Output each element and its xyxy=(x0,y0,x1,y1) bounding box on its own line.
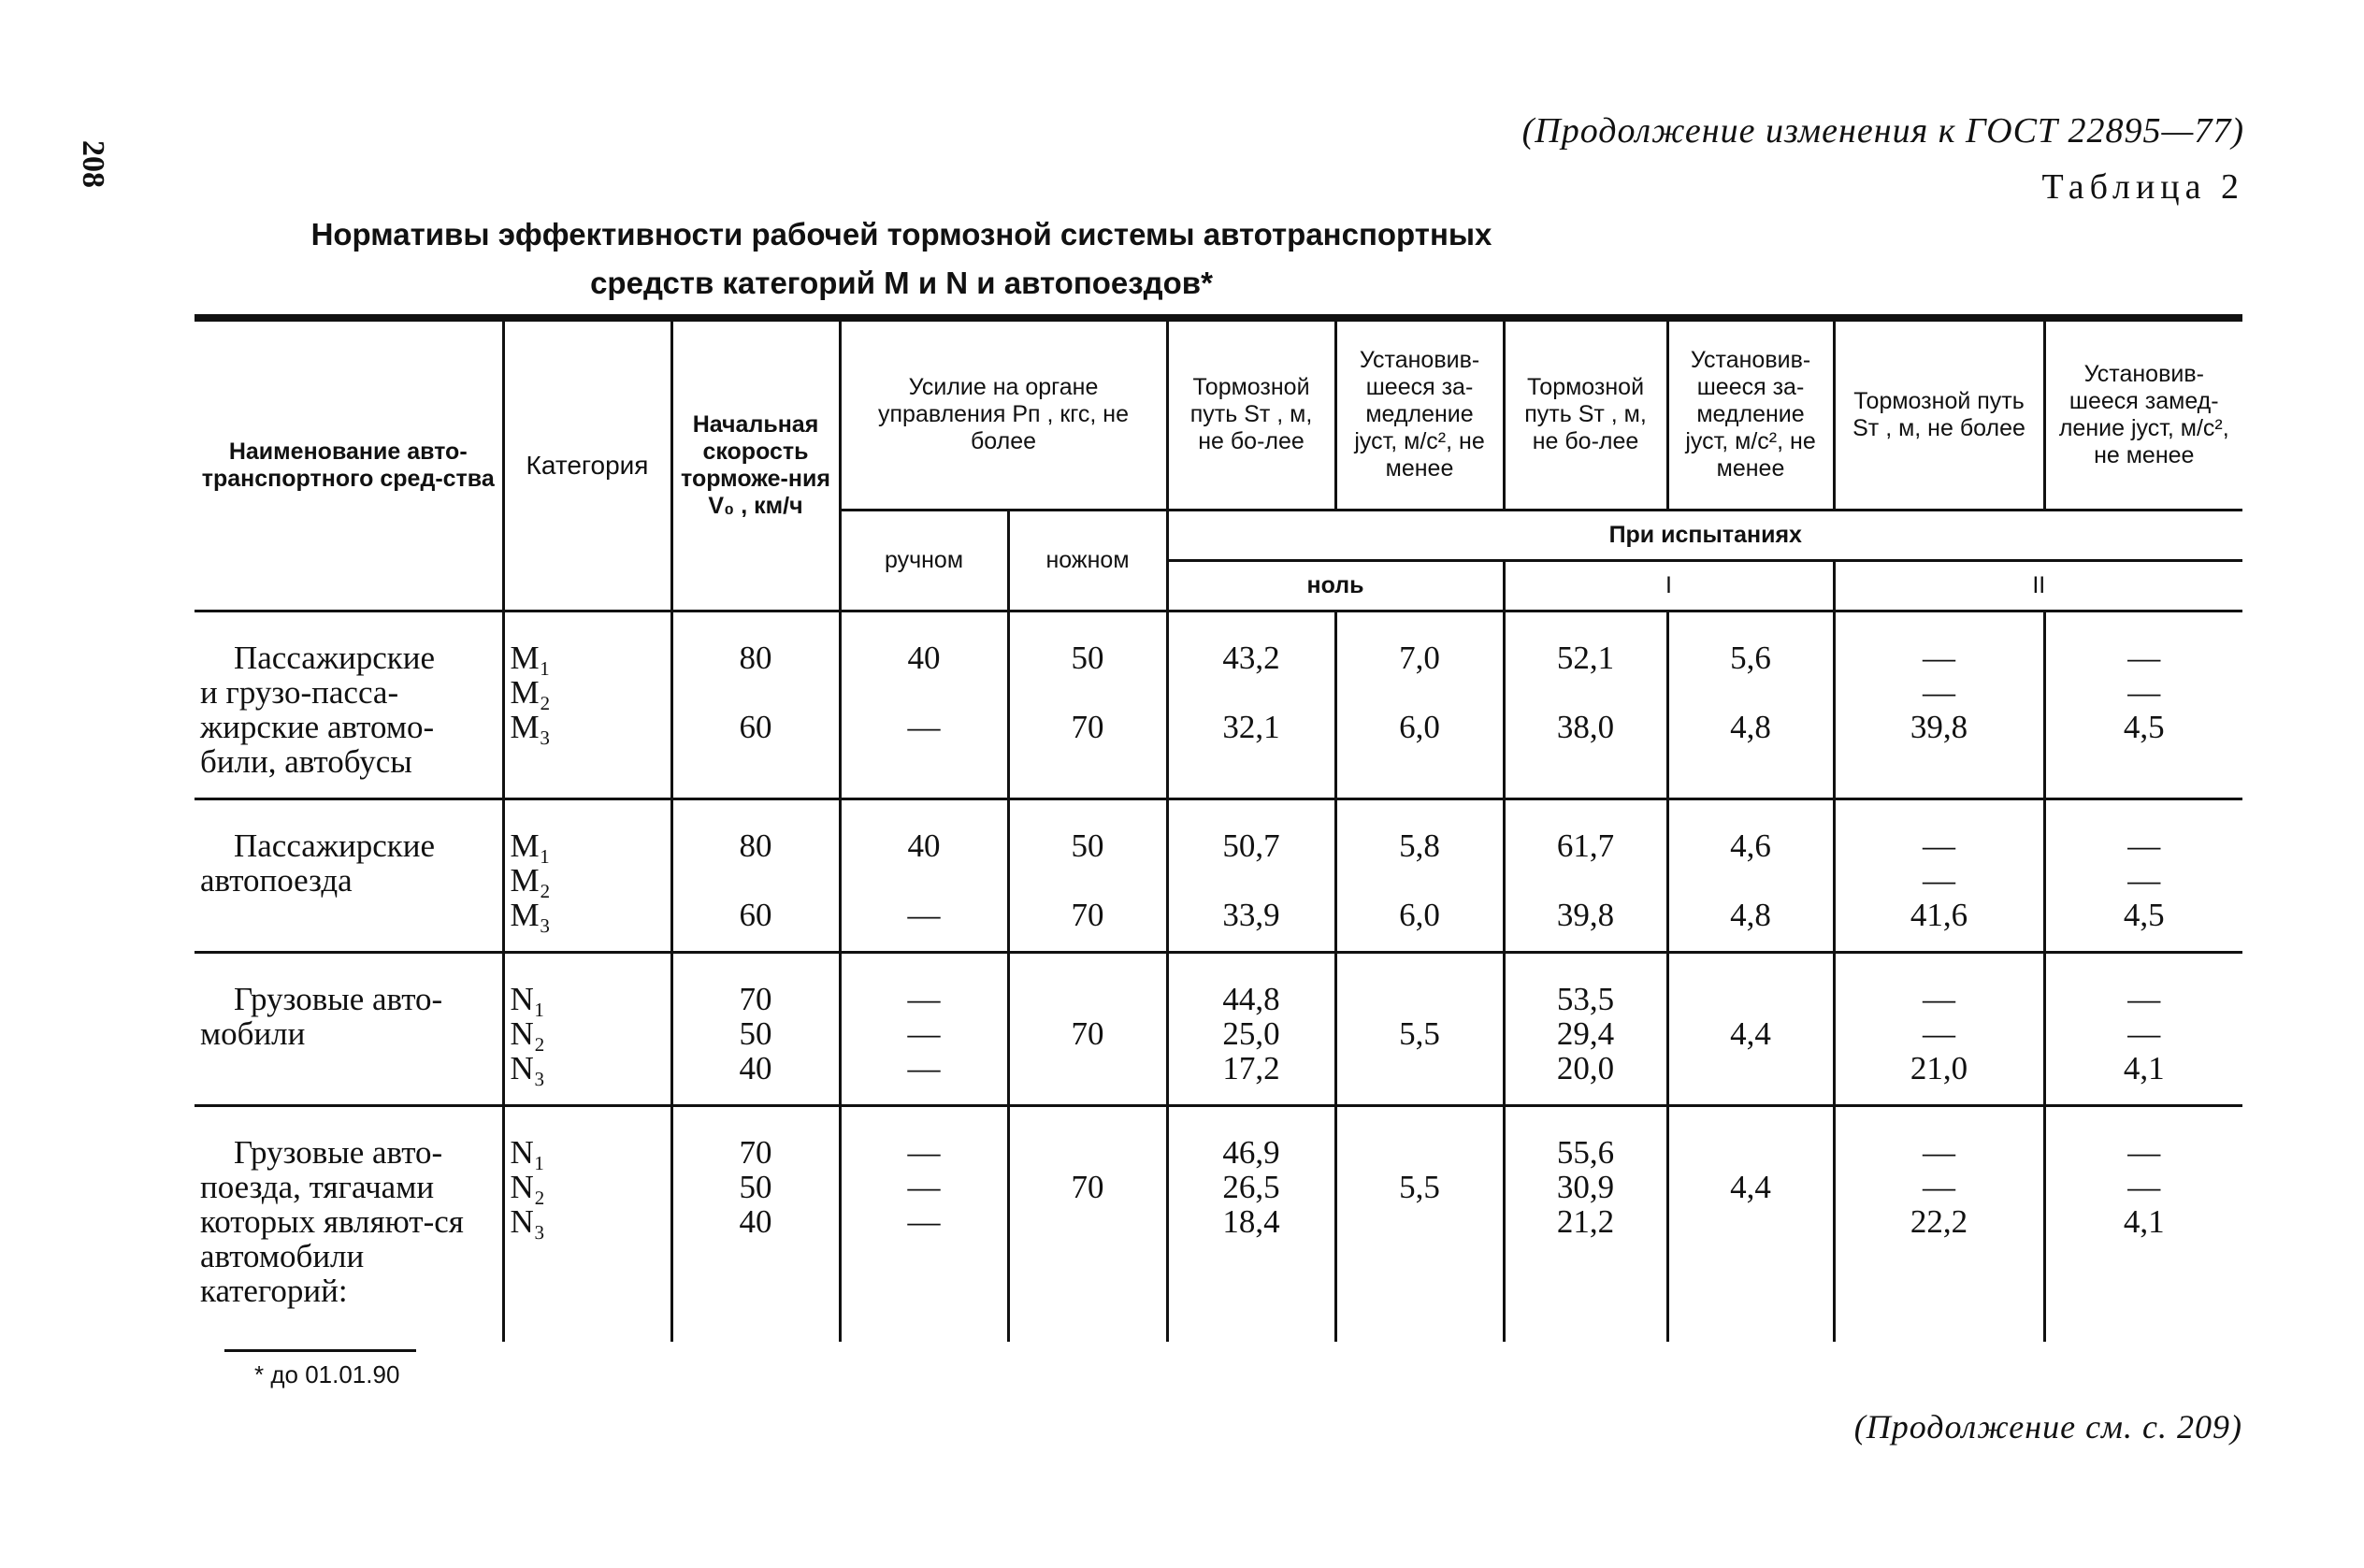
cell-dist-two xyxy=(1834,1105,2044,1342)
cell-value: 40 xyxy=(739,1049,772,1086)
cell-speed xyxy=(671,798,840,952)
cell-value: — xyxy=(907,896,941,933)
cell-value: — xyxy=(1923,980,1956,1017)
cell-value: 39,8 xyxy=(1910,708,1968,745)
cell-value: — xyxy=(907,1168,941,1205)
cell-value: 25,0 xyxy=(1222,1014,1280,1052)
row-name-first: Грузовые авто- xyxy=(234,1133,443,1171)
cell-value: 32,1 xyxy=(1222,708,1280,745)
cell-dist-one xyxy=(1504,952,1667,1105)
cell-value: — xyxy=(907,1049,941,1086)
cell-decel-zero xyxy=(1335,611,1504,798)
cell-value: 5,6 xyxy=(1730,639,1771,676)
cell-value: 4,8 xyxy=(1730,708,1771,745)
cell-value xyxy=(1343,1204,1497,1239)
cell-value: 4,1 xyxy=(2123,1049,2165,1086)
cell-decel-two xyxy=(2044,1105,2242,1342)
cell-value: 55,6 xyxy=(1556,1133,1615,1171)
cell-force-manual xyxy=(840,952,1008,1105)
cell-value xyxy=(1175,863,1329,898)
category-value: N₂ xyxy=(510,1014,545,1052)
cell-value xyxy=(1016,982,1160,1016)
row-name-rest: поезда, тягачами которых являют-ся автомобили категорий: xyxy=(200,1168,464,1309)
table-title: Нормативы эффективности рабочей тормозной системы автотранспортных средств категорий M и N и автопоездов* xyxy=(310,217,1492,300)
cell-value: 50 xyxy=(739,1014,772,1052)
cell-value: 50 xyxy=(739,1168,772,1205)
row-name-first: Пассажирские xyxy=(234,827,436,864)
cell-value: — xyxy=(2127,827,2161,864)
cell-dist-zero xyxy=(1167,952,1335,1105)
cell-value: 40 xyxy=(907,639,941,676)
cell-value xyxy=(1675,1204,1827,1239)
row-name-first: Пассажирские xyxy=(234,639,436,676)
col-header-dist-zero: Тормозной путь Sт , м, не бо-лее xyxy=(1167,318,1335,510)
cell-value: — xyxy=(2127,1168,2161,1205)
cell-value xyxy=(1675,863,1827,898)
cell-value: 7,0 xyxy=(1399,639,1440,676)
cell-value: 20,0 xyxy=(1556,1049,1615,1086)
cell-value: 4,8 xyxy=(1730,896,1771,933)
cell-decel-two xyxy=(2044,952,2242,1105)
col-header-dist-two: Тормозной путь Sт , м, не более xyxy=(1834,318,2044,510)
cell-value xyxy=(1511,675,1661,710)
cell-force-foot xyxy=(1008,1105,1167,1342)
category-value: M₃ xyxy=(510,896,551,933)
cell-dist-one xyxy=(1504,611,1667,798)
row-name-rest: мобили xyxy=(200,1014,306,1052)
cell-value: 44,8 xyxy=(1222,980,1280,1017)
cell-value: — xyxy=(2127,1014,2161,1052)
cell-force-manual xyxy=(840,1105,1008,1342)
cell-force-foot xyxy=(1008,611,1167,798)
cell-value: — xyxy=(907,708,941,745)
cell-value xyxy=(1343,675,1497,710)
col-header-speed: Начальная скорость торможе-ния V₀ , км/ч xyxy=(671,318,840,611)
footnote: * до 01.01.90 xyxy=(254,1360,400,1388)
cell-value: 43,2 xyxy=(1222,639,1280,676)
cell-value: — xyxy=(1923,673,1956,711)
cell-dist-zero xyxy=(1167,798,1335,952)
cell-value: 18,4 xyxy=(1222,1202,1280,1240)
cell-value: 40 xyxy=(907,827,941,864)
cell-value xyxy=(1016,1051,1160,1086)
cell-decel-zero xyxy=(1335,798,1504,952)
cell-value: 29,4 xyxy=(1556,1014,1615,1052)
cell-value: 22,2 xyxy=(1910,1202,1968,1240)
col-header-force-foot: ножном xyxy=(1008,510,1167,611)
row-name-rest: автопоезда xyxy=(200,861,353,899)
cell-dist-zero xyxy=(1167,1105,1335,1342)
cell-value xyxy=(847,675,1002,710)
footnote-divider xyxy=(224,1349,416,1352)
cell-decel-two xyxy=(2044,798,2242,952)
cell-decel-zero xyxy=(1335,1105,1504,1342)
row-name xyxy=(195,798,503,952)
col-header-test-two: II xyxy=(1834,560,2242,611)
footer-note: (Продолжение см. с. 209) xyxy=(1853,1408,2242,1446)
row-categories xyxy=(503,1105,671,1342)
table-row xyxy=(195,1105,2242,1342)
cell-value: — xyxy=(2127,639,2161,676)
page-number: 208 xyxy=(76,140,110,188)
col-header-force-manual: ручном xyxy=(840,510,1008,611)
cell-value: 61,7 xyxy=(1556,827,1615,864)
cell-value: — xyxy=(1923,1168,1956,1205)
row-categories xyxy=(503,611,671,798)
table-body xyxy=(195,611,2242,1342)
cell-value: 6,0 xyxy=(1399,896,1440,933)
cell-value: — xyxy=(2127,980,2161,1017)
cell-value: 5,5 xyxy=(1399,1014,1440,1052)
row-name-rest: и грузо-пасса-жирские автомо-били, автобусы xyxy=(200,673,435,780)
cell-value: — xyxy=(907,1014,941,1052)
cell-value: — xyxy=(907,1202,941,1240)
category-value: N₂ xyxy=(510,1168,545,1205)
cell-value: 46,9 xyxy=(1222,1133,1280,1171)
row-name-first: Грузовые авто- xyxy=(234,980,443,1017)
cell-value: 6,0 xyxy=(1399,708,1440,745)
cell-value: 21,2 xyxy=(1556,1202,1615,1240)
col-header-decel-one: Установив-шееся за-медление jуст, м/с², не менее xyxy=(1667,318,1834,510)
row-name xyxy=(195,611,503,798)
cell-value xyxy=(679,675,833,710)
cell-value: — xyxy=(1923,1133,1956,1171)
cell-dist-two xyxy=(1834,798,2044,952)
category-value: N₃ xyxy=(510,1049,545,1086)
row-name xyxy=(195,1105,503,1342)
col-header-tests: При испытаниях xyxy=(1167,510,2242,560)
cell-value xyxy=(1675,1051,1827,1086)
cell-value: 17,2 xyxy=(1222,1049,1280,1086)
table-label: Таблица 2 xyxy=(2041,167,2244,207)
row-name xyxy=(195,952,503,1105)
cell-value: — xyxy=(907,980,941,1017)
cell-decel-zero xyxy=(1335,952,1504,1105)
cell-dist-two xyxy=(1834,952,2044,1105)
cell-value: — xyxy=(2127,1133,2161,1171)
cell-value: — xyxy=(1923,1014,1956,1052)
cell-value xyxy=(1343,1051,1497,1086)
cell-value: — xyxy=(2127,673,2161,711)
cell-dist-one xyxy=(1504,798,1667,952)
cell-value xyxy=(1016,863,1160,898)
cell-value: 60 xyxy=(739,896,772,933)
cell-value: 4,5 xyxy=(2123,708,2165,745)
cell-value xyxy=(1675,1135,1827,1170)
col-header-category: Категория xyxy=(503,318,671,611)
cell-decel-one xyxy=(1667,1105,1834,1342)
cell-speed xyxy=(671,611,840,798)
col-header-test-one: I xyxy=(1504,560,1834,611)
cell-speed xyxy=(671,952,840,1105)
cell-value: 70 xyxy=(1071,1014,1104,1052)
cell-force-manual xyxy=(840,798,1008,952)
category-value: M₂ xyxy=(510,673,551,711)
cell-value: 70 xyxy=(1071,896,1104,933)
cell-value xyxy=(1016,675,1160,710)
cell-value xyxy=(1343,863,1497,898)
cell-dist-zero xyxy=(1167,611,1335,798)
cell-value xyxy=(847,863,1002,898)
cell-value: 41,6 xyxy=(1910,896,1968,933)
header-note: (Продолжение изменения к ГОСТ 22895—77) xyxy=(1521,111,2244,151)
cell-value: 26,5 xyxy=(1222,1168,1280,1205)
cell-value xyxy=(1343,1135,1497,1170)
col-header-test-zero: ноль xyxy=(1167,560,1504,611)
norms-table xyxy=(195,314,2242,1342)
cell-decel-one xyxy=(1667,611,1834,798)
cell-value: 50,7 xyxy=(1222,827,1280,864)
category-value: N₃ xyxy=(510,1202,545,1240)
cell-value xyxy=(1511,863,1661,898)
col-header-force: Усилие на органе управления Pп , кгс, не более xyxy=(840,318,1167,510)
cell-value: 80 xyxy=(739,639,772,676)
cell-value: 50 xyxy=(1071,639,1104,676)
cell-value: 4,5 xyxy=(2123,896,2165,933)
cell-value: — xyxy=(907,1133,941,1171)
col-header-decel-zero: Установив-шееся за-медление jуст, м/с², не менее xyxy=(1335,318,1504,510)
cell-value: 70 xyxy=(1071,708,1104,745)
cell-value: 40 xyxy=(739,1202,772,1240)
table-row xyxy=(195,952,2242,1105)
cell-value: 60 xyxy=(739,708,772,745)
row-categories xyxy=(503,952,671,1105)
cell-speed xyxy=(671,1105,840,1342)
cell-value xyxy=(1343,982,1497,1016)
cell-value xyxy=(1675,982,1827,1016)
cell-value xyxy=(1175,675,1329,710)
category-value: M₃ xyxy=(510,708,551,745)
cell-value: 70 xyxy=(739,980,772,1017)
cell-value: 52,1 xyxy=(1556,639,1615,676)
cell-value: 4,4 xyxy=(1730,1014,1771,1052)
cell-dist-two xyxy=(1834,611,2044,798)
cell-value xyxy=(1675,675,1827,710)
col-header-decel-two: Установив-шееся замед-ление jуст, м/с², не менее xyxy=(2044,318,2242,510)
cell-value: 21,0 xyxy=(1910,1049,1968,1086)
cell-decel-two xyxy=(2044,611,2242,798)
cell-force-foot xyxy=(1008,952,1167,1105)
cell-value: 4,4 xyxy=(1730,1168,1771,1205)
cell-value: — xyxy=(2127,861,2161,899)
col-header-dist-one: Тормозной путь Sт , м, не бо-лее xyxy=(1504,318,1667,510)
cell-value: 80 xyxy=(739,827,772,864)
cell-value xyxy=(1016,1204,1160,1239)
cell-value xyxy=(1016,1135,1160,1170)
cell-value: 4,1 xyxy=(2123,1202,2165,1240)
cell-value: 30,9 xyxy=(1556,1168,1615,1205)
cell-value: 39,8 xyxy=(1556,896,1615,933)
cell-force-manual xyxy=(840,611,1008,798)
col-header-name: Наименование авто-транспортного сред-ства xyxy=(195,318,503,611)
cell-value: — xyxy=(1923,827,1956,864)
cell-value: 5,5 xyxy=(1399,1168,1440,1205)
category-value: M₂ xyxy=(510,861,551,899)
category-value: M₁ xyxy=(510,639,551,676)
cell-value: 33,9 xyxy=(1222,896,1280,933)
cell-value: — xyxy=(1923,861,1956,899)
cell-value: 70 xyxy=(739,1133,772,1171)
table-row xyxy=(195,611,2242,798)
category-value: N₁ xyxy=(510,1133,545,1171)
cell-value: 38,0 xyxy=(1556,708,1615,745)
cell-value: 4,6 xyxy=(1730,827,1771,864)
cell-decel-one xyxy=(1667,952,1834,1105)
cell-value: 53,5 xyxy=(1556,980,1615,1017)
table-row xyxy=(195,798,2242,952)
row-categories xyxy=(503,798,671,952)
cell-value: 70 xyxy=(1071,1168,1104,1205)
cell-force-foot xyxy=(1008,798,1167,952)
cell-decel-one xyxy=(1667,798,1834,952)
cell-dist-one xyxy=(1504,1105,1667,1342)
cell-value xyxy=(679,863,833,898)
category-value: N₁ xyxy=(510,980,545,1017)
category-value: M₁ xyxy=(510,827,551,864)
cell-value: 50 xyxy=(1071,827,1104,864)
cell-value: 5,8 xyxy=(1399,827,1440,864)
cell-value: — xyxy=(1923,639,1956,676)
